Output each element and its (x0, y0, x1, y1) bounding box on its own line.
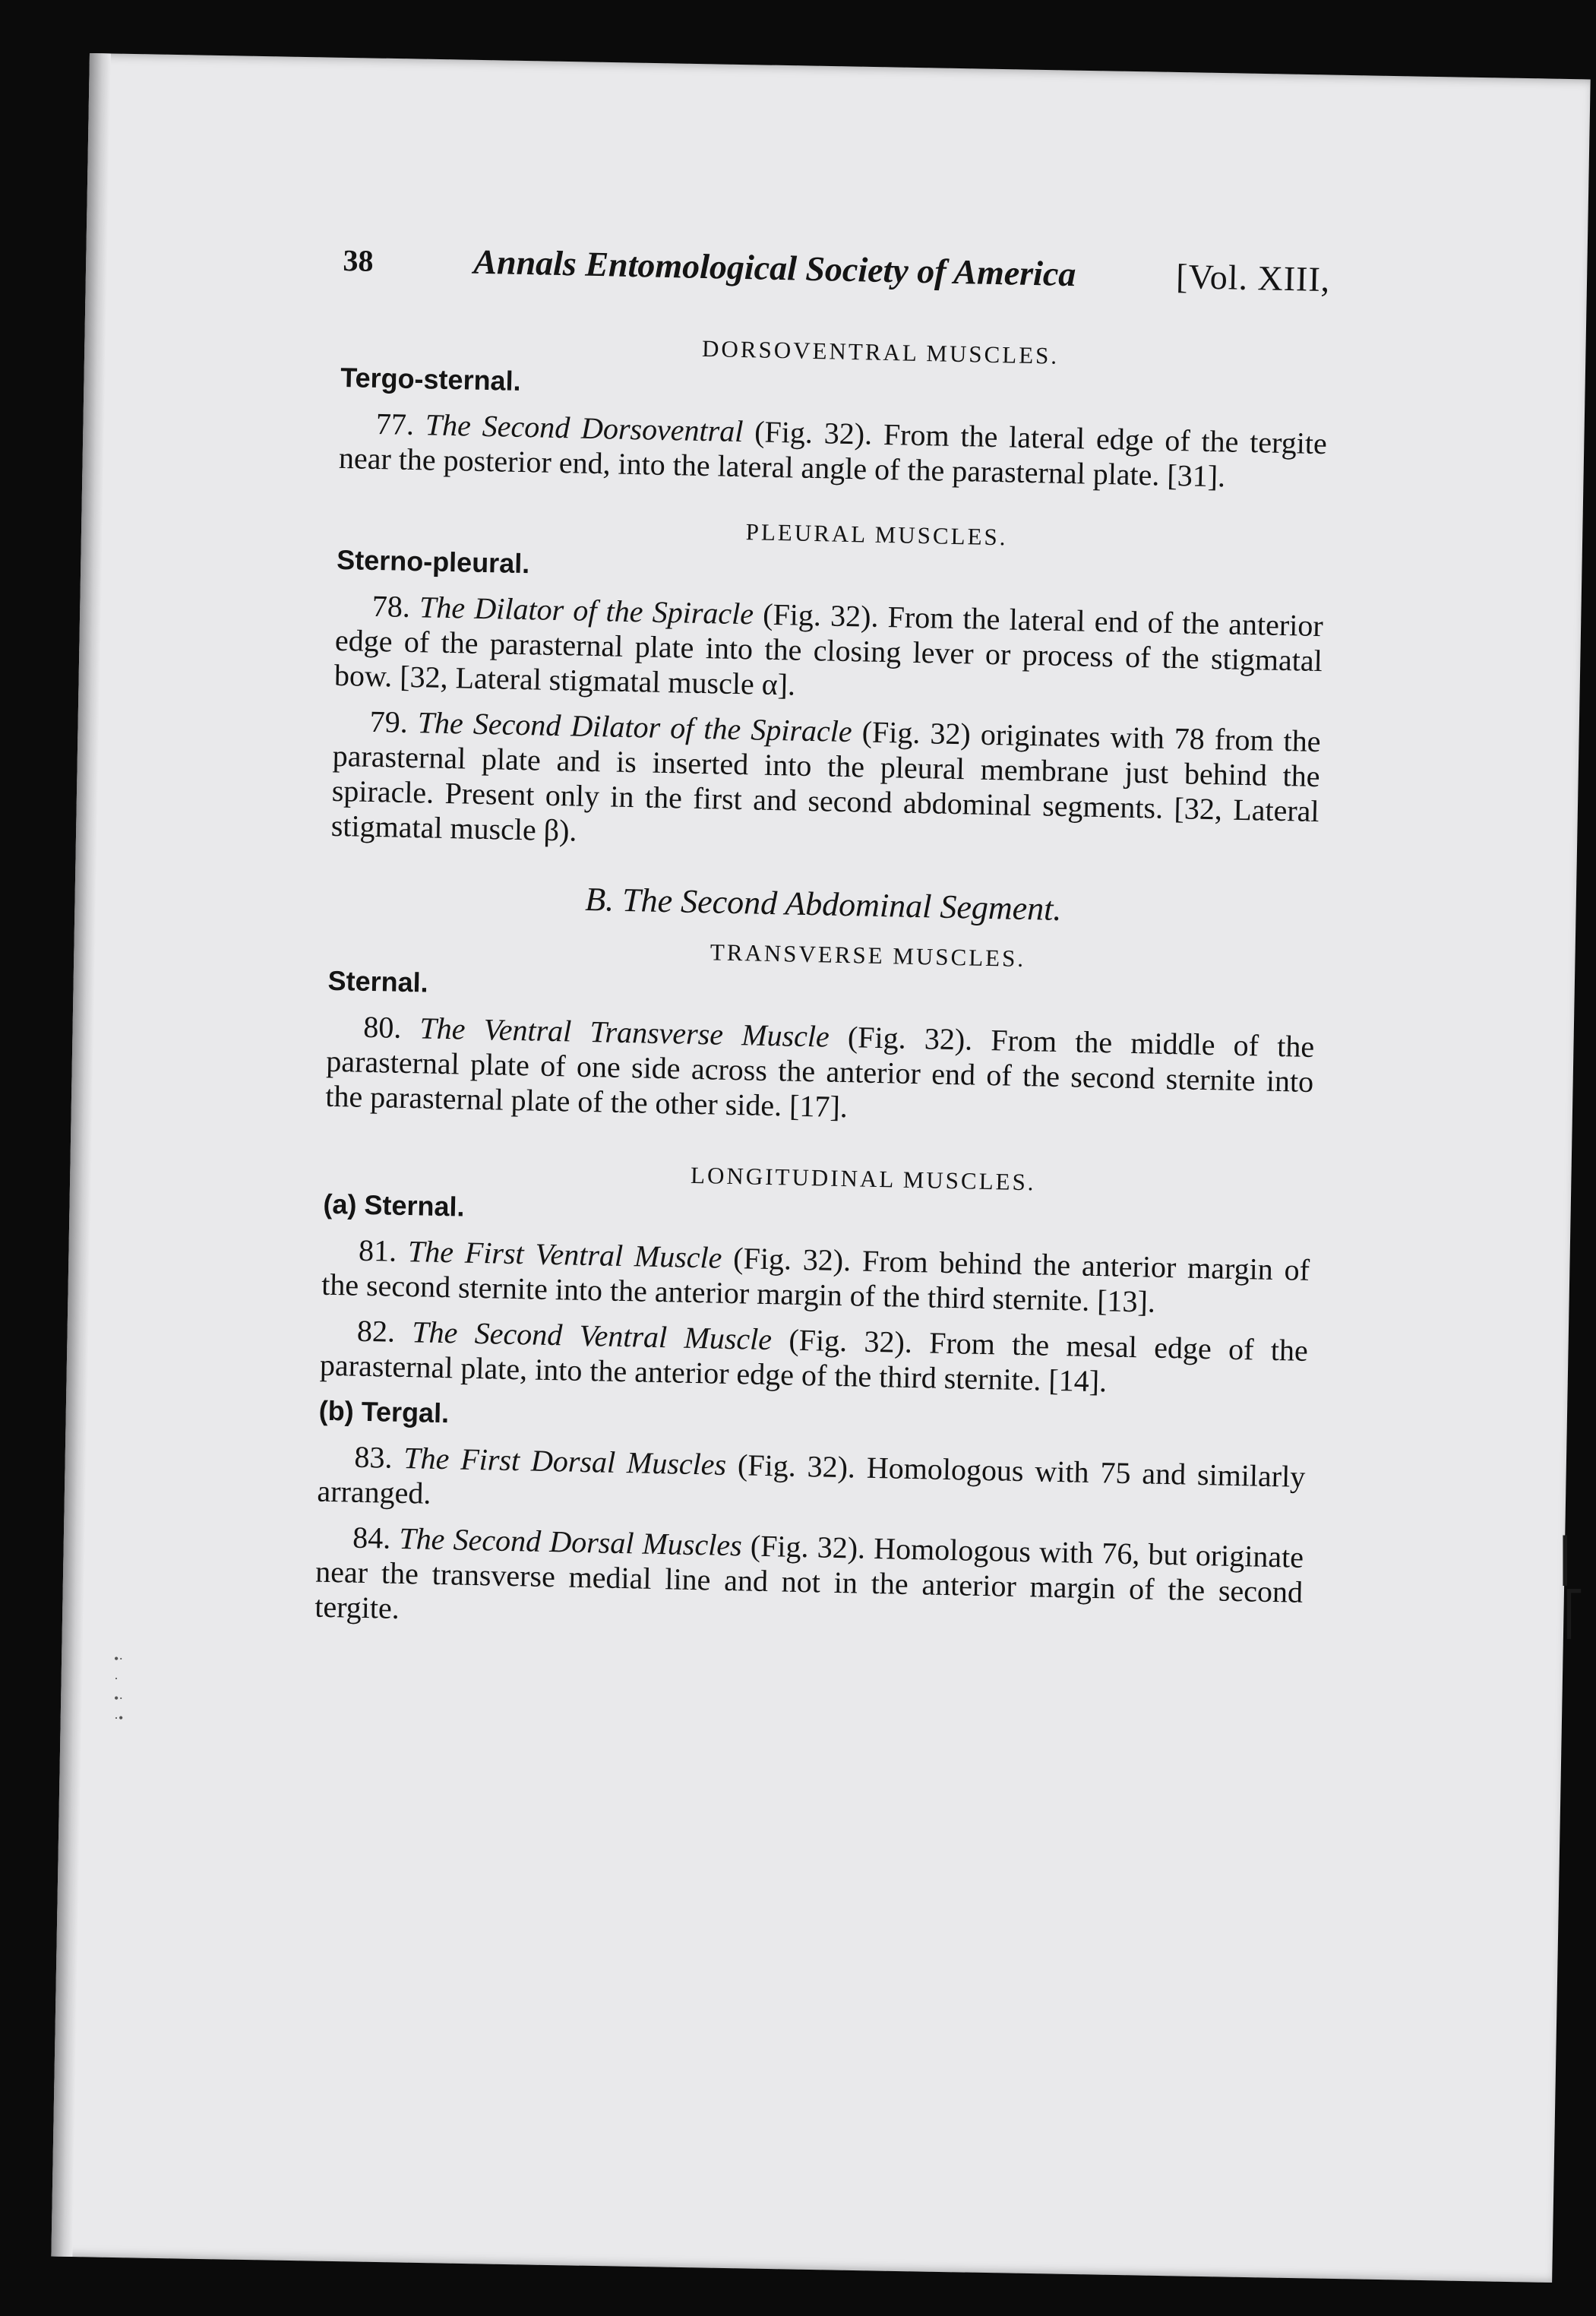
section-heading-longitudinal: LONGITUDINAL MUSCLES. (690, 1161, 1036, 1196)
right-margin-marks (1563, 1535, 1596, 1641)
paragraph-number: 79. (369, 704, 409, 739)
muscle-name: The Second Dorsoventral (425, 407, 744, 449)
paragraph-body: (Fig. 32). From the lateral edge of the tergite near the posterior end, into the lateral angle of the parasternal plate. [31]. (338, 414, 1328, 494)
paragraph-body: (Fig. 32). From behind the anterior margin of the second sternite into the anterior margin of the third sternite. [13]. (321, 1240, 1310, 1319)
paragraph-body: (Fig. 32). Homologous with 75 and similarly arranged. (317, 1447, 1306, 1511)
paragraph-83 (317, 1439, 1306, 1530)
speck: · (114, 1671, 119, 1686)
section-heading-transverse: TRANSVERSE MUSCLES. (710, 938, 1026, 973)
paragraph-body: (Fig. 32). Homologous with 76, but originate near the transverse medial line and not in the anterior margin of the second tergite. (314, 1528, 1304, 1625)
paragraph-82 (320, 1313, 1309, 1403)
section-heading-dorsoventral: DORSOVENTRAL MUSCLES. (701, 334, 1060, 369)
margin-mark: ▏ (1563, 1538, 1596, 1585)
paragraph-number: 77. (375, 406, 415, 441)
page-number: 38 (343, 242, 374, 278)
speck: •· (114, 1691, 124, 1706)
paragraph-body: (Fig. 32) originates with 78 from the parasternal plate and is inserted into the pleural membrane just behind the spiracle. Present only in the first and second abdominal segments. [32, Lateral stigmatal muscle β). (330, 714, 1321, 848)
group-label-sterno-pleural: Sterno-pleural. (336, 543, 530, 580)
muscle-name: The First Ventral Muscle (407, 1234, 722, 1275)
paragraph-78 (334, 588, 1324, 713)
paragraph-number: 82. (356, 1313, 396, 1349)
paragraph-number: 80. (362, 1009, 402, 1045)
muscle-name: The Dilator of the Spiracle (419, 590, 754, 631)
paragraph-number: 81. (358, 1232, 397, 1268)
muscle-name: The First Dorsal Muscles (403, 1441, 727, 1482)
group-label-sternal: Sternal. (327, 964, 429, 998)
paragraph-84 (314, 1520, 1304, 1645)
muscle-name: The Second Dilator of the Spiracle (417, 705, 853, 749)
segment-heading: B. The Second Abdominal Segment. (584, 880, 1062, 928)
paragraph-79 (330, 704, 1321, 864)
left-margin-specks (114, 1649, 137, 1728)
muscle-name: The Ventral Transverse Muscle (419, 1011, 830, 1054)
speck: •· (114, 1651, 124, 1666)
volume-label: [Vol. XIII, (1175, 256, 1331, 299)
page-binding-edge (51, 53, 111, 2257)
paragraph-number: 78. (371, 588, 411, 624)
paragraph-body: (Fig. 32). From the lateral end of the anterior edge of the parasternal plate into the closing lever or process of the stigmatal bow. [32, Lateral stigmatal muscle α]. (333, 596, 1324, 702)
page-text (314, 242, 1331, 1656)
paragraph-81 (321, 1232, 1310, 1323)
speck: ·• (114, 1710, 124, 1726)
margin-mark: ⎡ (1563, 1591, 1585, 1638)
group-label-a-sternal: (a) Sternal. (323, 1188, 465, 1223)
paragraph-body: (Fig. 32). From the middle of the parasternal plate of one side across the anterior end of the second sternite into the parasternal plate of the other side. [17]. (324, 1019, 1315, 1125)
paragraph-number: 83. (354, 1439, 393, 1475)
paragraph-80 (325, 1009, 1315, 1134)
muscle-name: The Second Ventral Muscle (411, 1315, 773, 1357)
group-label-tergo-sternal: Tergo-sternal. (340, 361, 522, 397)
paragraph-body: (Fig. 32). From the mesal edge of the parasternal plate, into the anterior edge of the third sternite. [14]. (319, 1322, 1309, 1399)
paragraph-77 (339, 406, 1328, 496)
paragraph-number: 84. (352, 1520, 391, 1555)
journal-title: Annals Entomological Society of America (472, 242, 1076, 294)
section-heading-pleural: PLEURAL MUSCLES. (745, 518, 1008, 551)
group-label-b-tergal: (b) Tergal. (318, 1394, 450, 1429)
muscle-name: The Second Dorsal Muscles (399, 1520, 743, 1563)
